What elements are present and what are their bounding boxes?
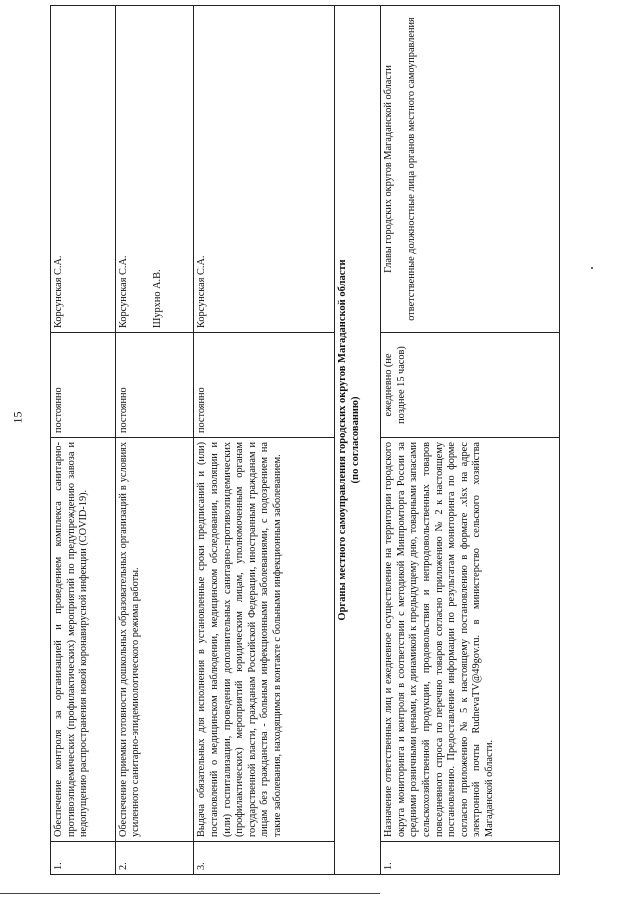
table-row xyxy=(51,6,116,875)
measure-description: Обеспечение приемки готовности дошкольных образовательных организаций в условиях усиленного санитарно-эпидемиологического режима работы. xyxy=(115,438,194,842)
measure-description: Выдача обязательных для исполнения в установленные сроки предписаний и (или) постановлений о медицинском наблюдении, медицинском обследовании, изоляции и (или) госпитализации, проведении дополнительных санитарно-противоэпидемических (профилактических) мероприятий юридическим лицам, уполномоченным органам государственной власти, гражданам Российской Федерации, иностранным гражданам и лицам без гражданства - больным инфекционными заболеваниями, с подозрением на такие заболевания, находящимся в контакте с больными инфекционным заболеванием. xyxy=(194,438,335,842)
measures-table xyxy=(50,5,560,875)
table-row xyxy=(381,6,560,875)
section-title: Органы местного самоуправления городских округов Магаданской области xyxy=(337,259,349,621)
responsible-officials: ответственные должностные лица органов местного самоуправления xyxy=(405,17,417,321)
section-subtitle: (по согласованию) xyxy=(349,396,361,484)
row-number: 2. xyxy=(115,842,194,875)
section-header xyxy=(335,6,381,875)
measure-term: постоянно xyxy=(51,333,116,438)
table-row xyxy=(194,6,335,875)
measure-term: постоянно xyxy=(194,333,335,438)
measure-description: Обеспечение контроля за организацией и проведением комплекса санитарно-противоэпидемических (профилактических) мероприятий по предупреждению завоза и недопущению распространения новой коронавирусной инфекции (COVID-19). xyxy=(51,438,116,842)
responsible-heads: Главы городских округов Магаданской области xyxy=(383,65,395,273)
scan-speck xyxy=(591,267,593,269)
responsible-cell xyxy=(381,6,560,333)
responsible-person: Корсунская С.А. xyxy=(117,255,129,328)
measure-term: ежедневно (не позднее 15 часов) xyxy=(381,333,560,438)
measure-description: Назначение ответственных лиц и ежедневное осуществление на территории городского округа мониторинга и контроля в соответствии с методикой Минпромторга России за средними розничными ценами, их динамикой к предыдущему дню, товарными запасами сельскохозяйственной продукции, продовольствия и непродовольственных товаров повседневного спроса по перечню товаров согласно приложению № 2 к настоящему постановлению. Предоставление информации по результатам мониторинга по форме согласно приложению № 5 к настоящему постановлению в формате .xlsx на адрес электронной почты RudnevaTV@49gov.ru. в министерство сельского хозяйства Магаданской области. xyxy=(381,438,560,842)
table-row xyxy=(115,6,194,875)
responsible-cell xyxy=(115,6,194,333)
page-number: 15 xyxy=(10,411,25,424)
responsible-person: Корсунская С.А. xyxy=(196,255,208,328)
responsible-cell xyxy=(51,6,116,333)
row-number: 3. xyxy=(194,842,335,875)
responsible-cell xyxy=(194,6,335,333)
section-row xyxy=(335,6,381,875)
row-number: 1. xyxy=(381,842,560,875)
row-number: 1. xyxy=(51,842,116,875)
bottom-divider xyxy=(0,893,380,894)
measure-term: постоянно xyxy=(115,333,194,438)
rotated-table-wrapper xyxy=(50,17,560,875)
responsible-person: Корсунская С.А. xyxy=(53,255,64,328)
responsible-person: Шурхно А.В. xyxy=(152,269,164,328)
